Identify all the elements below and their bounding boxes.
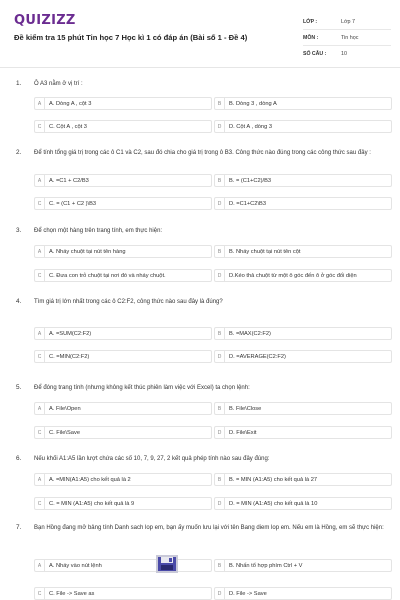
option-letter: C bbox=[35, 587, 45, 600]
option-a[interactable] bbox=[34, 402, 212, 415]
option-text: B. Nháy chuột tại nút tên cột bbox=[229, 248, 301, 255]
option-letter: A bbox=[35, 174, 45, 187]
meta-value: 10 bbox=[341, 51, 347, 57]
option-text: D. File -> Save bbox=[229, 590, 267, 597]
option-text: C. Đưa con trỏ chuột tại nơi đó và nháy chuột. bbox=[49, 272, 166, 279]
option-letter: B bbox=[215, 245, 225, 258]
meta-label: MÔN : bbox=[303, 34, 319, 41]
option-letter: C bbox=[35, 269, 45, 282]
quizizz-logo: QUIZIZZ bbox=[14, 13, 76, 28]
option-text: B. Nhấn tổ hợp phím Ctrl + V bbox=[229, 562, 303, 569]
option-text: C. =MIN(C2:F2) bbox=[49, 353, 90, 360]
option-text: D. =AVERAGE(C2:F2) bbox=[229, 353, 286, 360]
option-c[interactable] bbox=[34, 269, 212, 282]
meta-count-row bbox=[303, 46, 391, 62]
option-a[interactable] bbox=[34, 559, 212, 572]
option-c[interactable] bbox=[34, 197, 212, 210]
option-c[interactable] bbox=[34, 120, 212, 133]
option-text: B. File\Close bbox=[229, 405, 262, 412]
option-text: A. =SUM(C2:F2) bbox=[49, 330, 92, 337]
option-a[interactable] bbox=[34, 245, 212, 258]
meta-value: Tin học bbox=[341, 34, 359, 41]
question-text: Tìm giá trị lớn nhất trong các ô C2:F2, công thức nào sau đây là đúng? bbox=[34, 299, 223, 305]
option-text: B. Dòng 3 , dòng A bbox=[229, 100, 277, 107]
option-letter: A bbox=[35, 97, 45, 110]
option-letter: C bbox=[35, 350, 45, 363]
option-text: C. File\Save bbox=[49, 429, 80, 436]
option-letter: C bbox=[35, 426, 45, 439]
worksheet-title: Đề kiểm tra 15 phút Tin học 7 Học kì 1 có đáp án (Bài số 1 - Đề 4) bbox=[14, 33, 248, 42]
option-d[interactable] bbox=[214, 350, 392, 363]
option-d[interactable] bbox=[214, 426, 392, 439]
question-text: Bạn Hồng đang mở bảng tính Danh sach lop em, bạn ấy muốn lưu lại với tên Bang diem lop em. Nếu em là Hồng, em sẽ thực hiện: bbox=[34, 525, 384, 531]
meta-value: Lớp 7 bbox=[341, 18, 356, 25]
option-letter: B bbox=[215, 559, 225, 572]
question-text: Để chọn một hàng trên trang tính, em thực hiện: bbox=[34, 228, 163, 234]
worksheet-meta bbox=[303, 14, 391, 62]
question-text: Nếu khối A1:A5 lần lượt chứa các số 10, 7, 9, 27, 2 kết quả phép tính nào sau đây đúng: bbox=[34, 456, 270, 462]
option-letter: A bbox=[35, 473, 45, 486]
option-letter: A bbox=[35, 559, 45, 572]
option-text: C. File -> Save as bbox=[49, 590, 95, 597]
option-text: A. Dòng A , cột 3 bbox=[49, 100, 92, 107]
question-number: 4. bbox=[16, 298, 22, 305]
option-letter: B bbox=[215, 97, 225, 110]
question-text: Để tính tổng giá trị trong các ô C1 và C2, sau đó chia cho giá trị trong ô B3. Công thức nào đúng trong các công thức sau đây : bbox=[34, 150, 371, 156]
option-letter: D bbox=[215, 269, 225, 282]
option-letter: A bbox=[35, 245, 45, 258]
option-text: A. File\Open bbox=[49, 405, 81, 412]
question-number: 5. bbox=[16, 384, 22, 391]
question-number: 3. bbox=[16, 227, 22, 234]
meta-subject-row bbox=[303, 30, 391, 46]
option-text: D. Cột A , dòng 3 bbox=[229, 123, 272, 130]
option-text: B. = (C1+C2)/B3 bbox=[229, 177, 272, 184]
option-b[interactable] bbox=[214, 174, 392, 187]
option-b[interactable] bbox=[214, 559, 392, 572]
floppy-disk-icon bbox=[156, 555, 178, 573]
option-letter: C bbox=[35, 497, 45, 510]
option-b[interactable] bbox=[214, 97, 392, 110]
option-d[interactable] bbox=[214, 269, 392, 282]
option-text: D.Kéo thả chuột từ một ô góc đến ô ở góc đối diện bbox=[229, 272, 357, 279]
option-a[interactable] bbox=[34, 97, 212, 110]
option-d[interactable] bbox=[214, 587, 392, 600]
question-number: 6. bbox=[16, 455, 22, 462]
option-text: A. =MIN(A1:A5) cho kết quả là 2 bbox=[49, 476, 131, 483]
option-letter: D bbox=[215, 350, 225, 363]
option-letter: C bbox=[35, 197, 45, 210]
question-text: Ô A3 nằm ở vị trí : bbox=[34, 81, 83, 87]
option-b[interactable] bbox=[214, 327, 392, 340]
option-letter: D bbox=[215, 497, 225, 510]
option-text: C. = MIN (A1:A5) cho kết quả là 9 bbox=[49, 500, 135, 507]
option-c[interactable] bbox=[34, 587, 212, 600]
option-letter: B bbox=[215, 402, 225, 415]
option-text: D. = MIN (A1:A5) cho kết quả là 10 bbox=[229, 500, 318, 507]
option-text: A. Nháy vào nút lệnh bbox=[49, 562, 102, 569]
meta-label: LỚP : bbox=[303, 18, 318, 25]
question-number: 1. bbox=[16, 80, 22, 87]
option-letter: B bbox=[215, 174, 225, 187]
question-number: 2. bbox=[16, 149, 22, 156]
question-text: Để đóng trang tính (nhưng không kết thúc phiên làm việc với Excel) ta chọn lệnh: bbox=[34, 385, 250, 391]
option-letter: B bbox=[215, 473, 225, 486]
option-letter: D bbox=[215, 197, 225, 210]
option-text: C. = (C1 + C2 )\B3 bbox=[49, 200, 97, 207]
option-b[interactable] bbox=[214, 473, 392, 486]
option-letter: C bbox=[35, 120, 45, 133]
option-d[interactable] bbox=[214, 197, 392, 210]
option-a[interactable] bbox=[34, 473, 212, 486]
option-c[interactable] bbox=[34, 426, 212, 439]
option-text: D. =C1+C2\B3 bbox=[229, 200, 266, 207]
option-letter: D bbox=[215, 426, 225, 439]
option-text: C. Cột A , cột 3 bbox=[49, 123, 87, 130]
option-letter: D bbox=[215, 587, 225, 600]
option-a[interactable] bbox=[34, 174, 212, 187]
option-letter: A bbox=[35, 402, 45, 415]
option-text: A. =C1 + C2/B3 bbox=[49, 177, 89, 184]
option-c[interactable] bbox=[34, 350, 212, 363]
worksheet-header bbox=[0, 0, 400, 68]
option-b[interactable] bbox=[214, 245, 392, 258]
option-a[interactable] bbox=[34, 327, 212, 340]
option-d[interactable] bbox=[214, 120, 392, 133]
option-b[interactable] bbox=[214, 402, 392, 415]
option-text: A. Nháy chuột tại nút tên hàng bbox=[49, 248, 126, 255]
question-number: 7. bbox=[16, 524, 22, 531]
option-text: B. = MIN (A1:A5) cho kết quả là 27 bbox=[229, 476, 318, 483]
meta-class-row bbox=[303, 14, 391, 30]
option-d[interactable] bbox=[214, 497, 392, 510]
option-text: B. =MAX(C2:F2) bbox=[229, 330, 271, 337]
option-letter: B bbox=[215, 327, 225, 340]
option-text: D. File\Exit bbox=[229, 429, 257, 436]
meta-label: SỐ CÂU : bbox=[303, 51, 327, 57]
option-letter: D bbox=[215, 120, 225, 133]
option-letter: A bbox=[35, 327, 45, 340]
option-c[interactable] bbox=[34, 497, 212, 510]
